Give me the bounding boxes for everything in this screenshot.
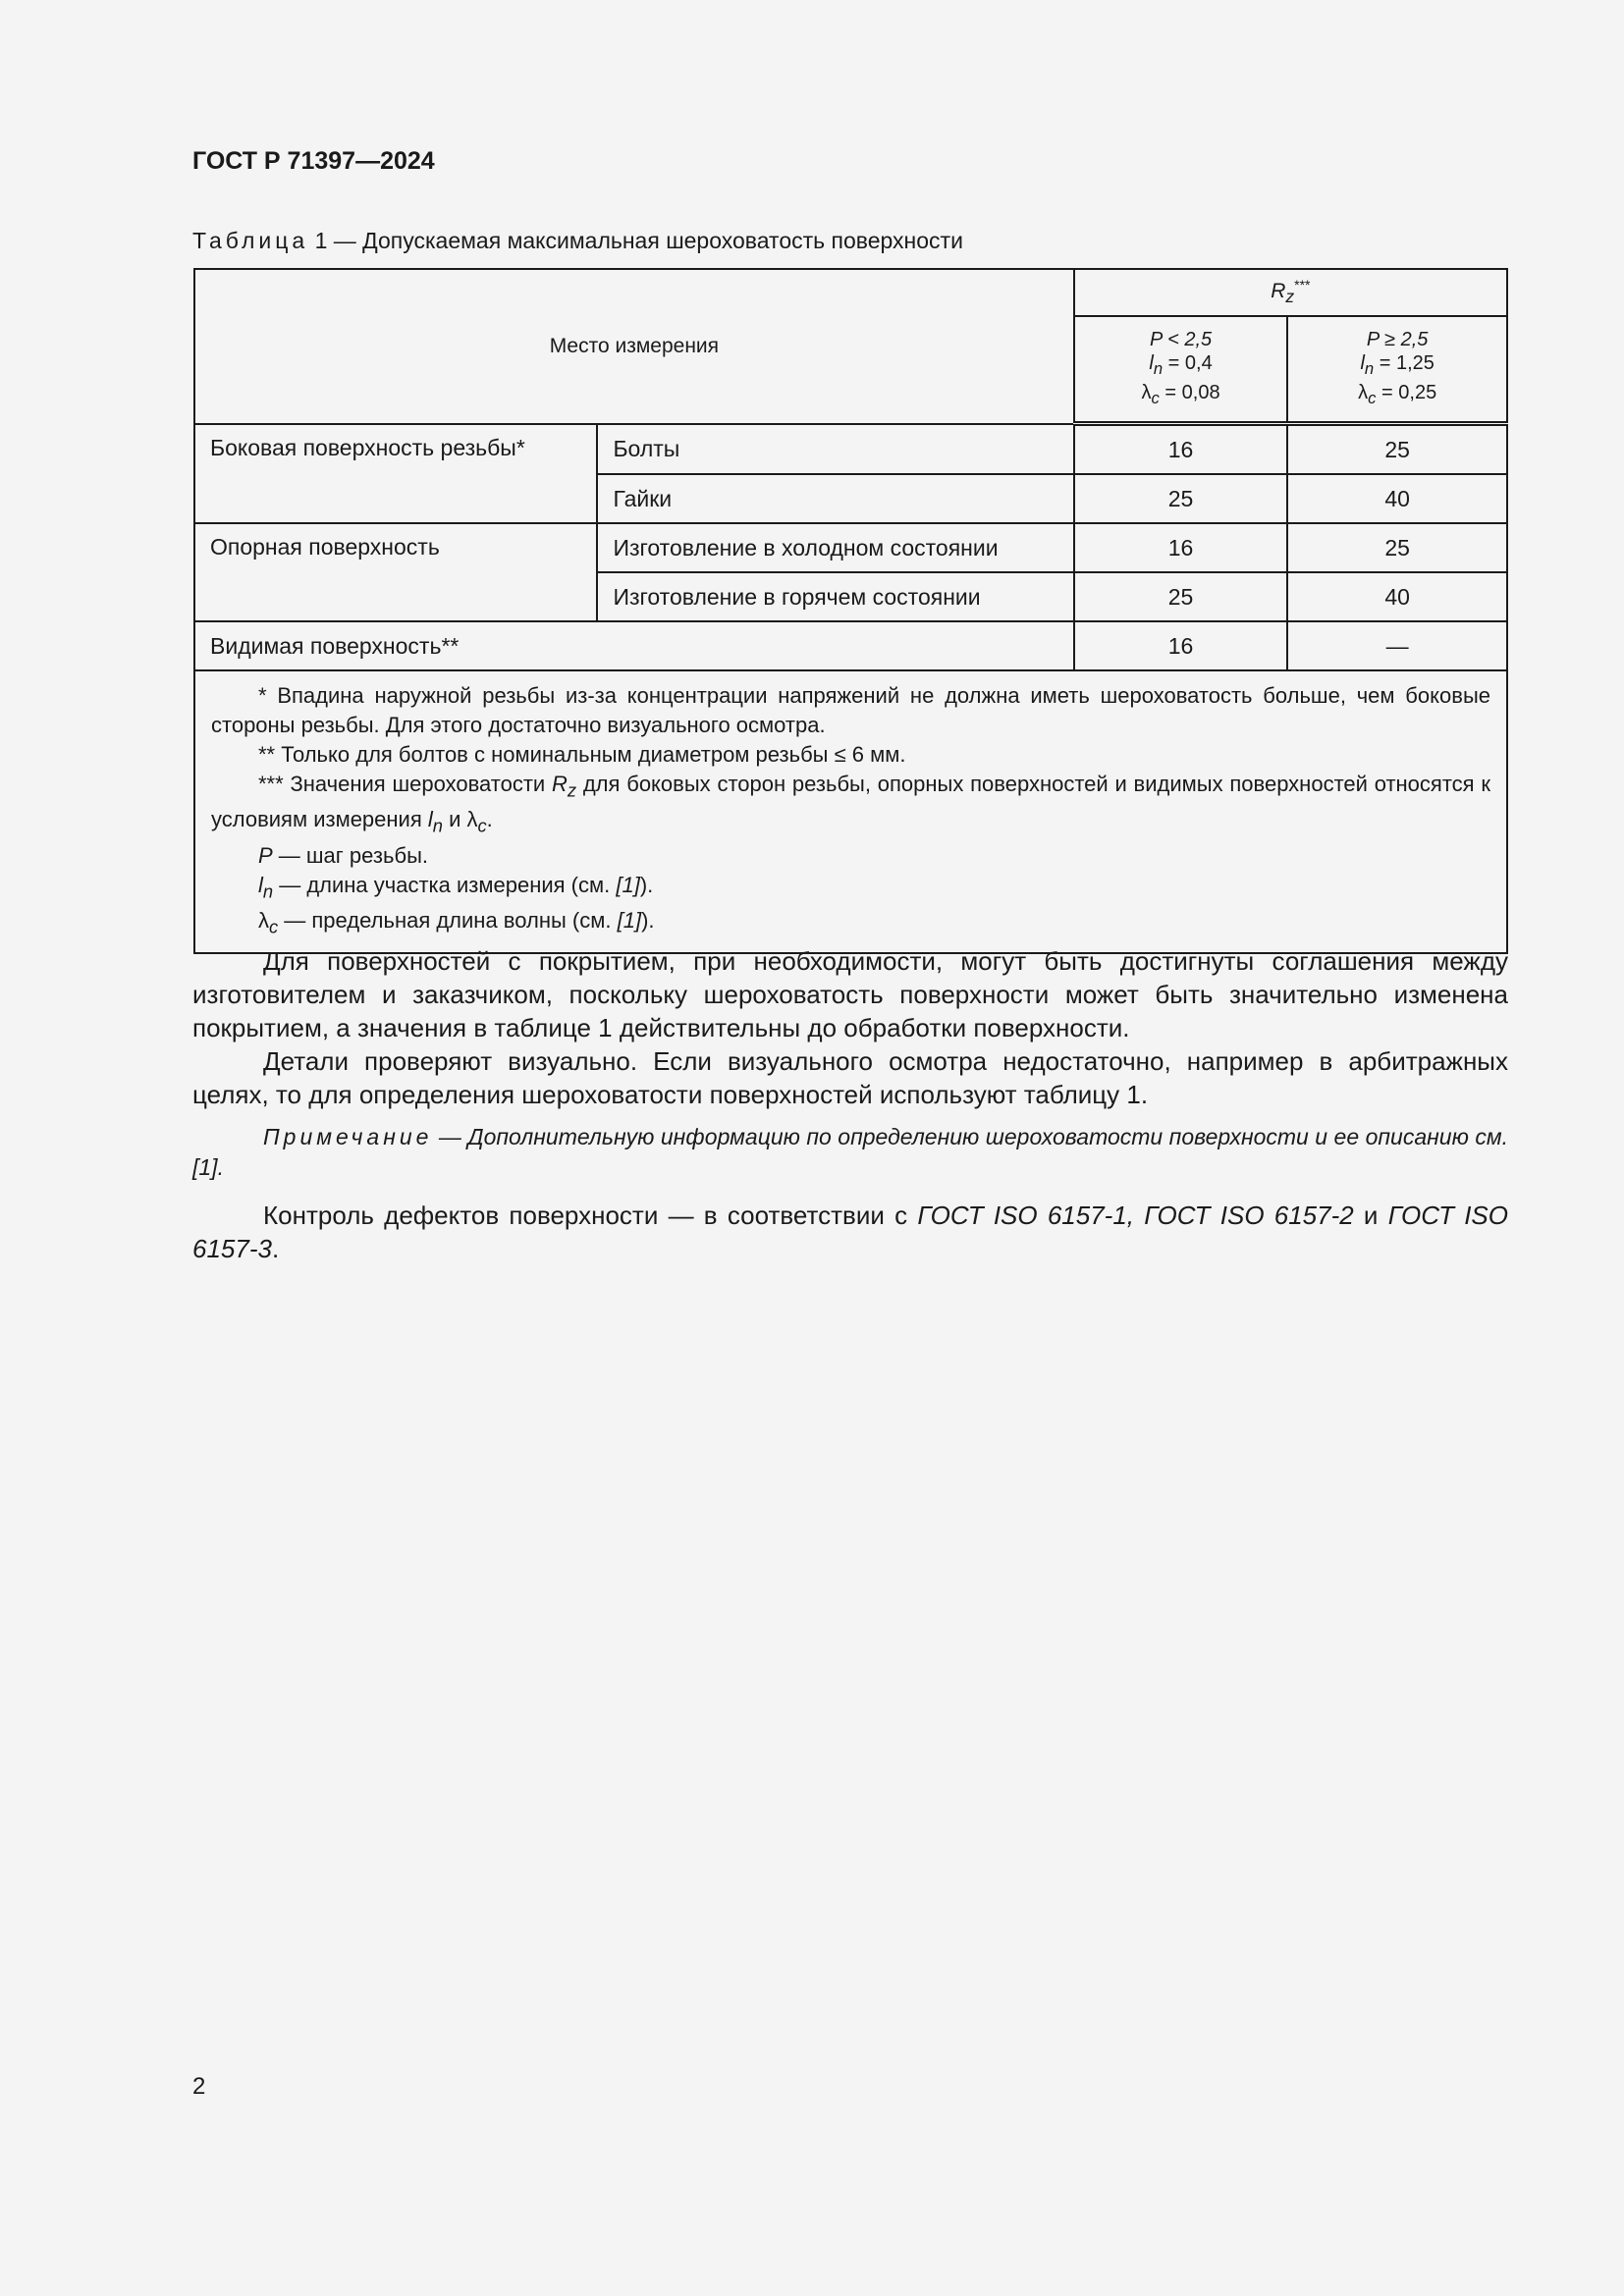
table-row-sub: Изготовление в холодном состоянии (597, 523, 1073, 572)
paragraph-defects: Контроль дефектов поверхности — в соответствии с ГОСТ ISO 6157-1, ГОСТ ISO 6157-2 и ГОСТ ISO 6157-3. (192, 1201, 1508, 1263)
condition-header-2: P ≥ 2,5 $l_n = 1,25$ $\lambda_c = 0,25$ (1287, 316, 1507, 424)
defects-paragraph-block (192, 1199, 1508, 1265)
table-caption-title: 1 — Допускаемая максимальная шероховатость поверхности (308, 228, 963, 253)
page-number: 2 (192, 2073, 206, 2100)
table-cell-value: — (1287, 621, 1507, 670)
table-row (194, 424, 1507, 475)
note-paragraph (192, 1122, 1508, 1183)
table-cell-value: 25 (1074, 474, 1288, 523)
table-row-group: Видимая поверхность** (194, 621, 1074, 670)
table-note-pitch: P — шаг резьбы. (258, 842, 428, 868)
standard-reference-link: ГОСТ ISO 6157-1, ГОСТ ISO 6157-2 (917, 1201, 1354, 1230)
roughness-table (193, 268, 1508, 954)
table-note-wavelength: $\lambda_c$ — предельная длина волны (см. [1]). (258, 908, 655, 937)
body-paragraphs (192, 944, 1508, 1111)
table-cell-value: 40 (1287, 474, 1507, 523)
rz-header: $R_z^{***}$ (1074, 269, 1507, 316)
table-cell-value: 16 (1074, 621, 1288, 670)
table-row-sub: Изготовление в горячем состоянии (597, 572, 1073, 621)
note-word: Примечание (263, 1124, 433, 1149)
table-cell-value: 25 (1287, 523, 1507, 572)
table-header-row (194, 269, 1507, 316)
paragraph-visual-check: Детали проверяют визуально. Если визуального осмотра недостаточно, например в арбитражных целях, то для определения шероховатости поверхностей используют таблицу 1. (192, 1046, 1508, 1109)
table-caption-word: Таблица (192, 228, 309, 253)
document-header: ГОСТ Р 71397—2024 (192, 147, 435, 175)
table-cell-value: 25 (1074, 572, 1288, 621)
note-content: — Дополнительную информацию по определению шероховатости поверхности и ее описанию см. [1]. (192, 1124, 1508, 1180)
standard-reference-link: ГОСТ ISO 6157-3 (192, 1201, 1508, 1263)
note-block (192, 1122, 1508, 1183)
table-note-length: $l_n$ — длина участка измерения (см. [1]). (258, 872, 654, 902)
measurement-place-header: Место измерения (194, 269, 1074, 424)
table-note-1: * Впадина наружной резьбы из-за концентрации напряжений не должна иметь шероховатость больше, чем боковые стороны резьбы. Для этого достаточно визуального осмотра. (211, 683, 1490, 737)
table-row-group: Боковая поверхность резьбы* (194, 424, 597, 524)
paragraph-coating: Для поверхностей с покрытием, при необходимости, могут быть достигнуты соглашения между изготовителем и заказчиком, поскольку шероховатость поверхности может быть значительно изменена покрытием, а значения в таблице 1 действительны до обработки поверхности. (192, 946, 1508, 1042)
table-row (194, 523, 1507, 572)
table-row-sub: Гайки (597, 474, 1073, 523)
table-cell-value: 25 (1287, 424, 1507, 475)
table-row (194, 621, 1507, 670)
table-row-sub: Болты (597, 424, 1073, 475)
table-cell-value: 40 (1287, 572, 1507, 621)
condition-header-1: P < 2,5 $l_n = 0,4$ $\lambda_c = 0,08$ (1074, 316, 1288, 424)
table-note-2: ** Только для болтов с номинальным диаметром резьбы ≤ 6 мм. (258, 742, 906, 767)
table-row-group: Опорная поверхность (194, 523, 597, 621)
table-caption (192, 228, 963, 254)
table-notes (194, 670, 1507, 953)
table-cell-value: 16 (1074, 424, 1288, 475)
table-notes-row (194, 670, 1507, 953)
table-note-3: *** Значения шероховатости $R_z$ для боковых сторон резьбы, опорных поверхностей и видимых поверхностей относятся к условиям измерения $l_n$ и $\lambda_c$. (211, 772, 1490, 836)
table-cell-value: 16 (1074, 523, 1288, 572)
